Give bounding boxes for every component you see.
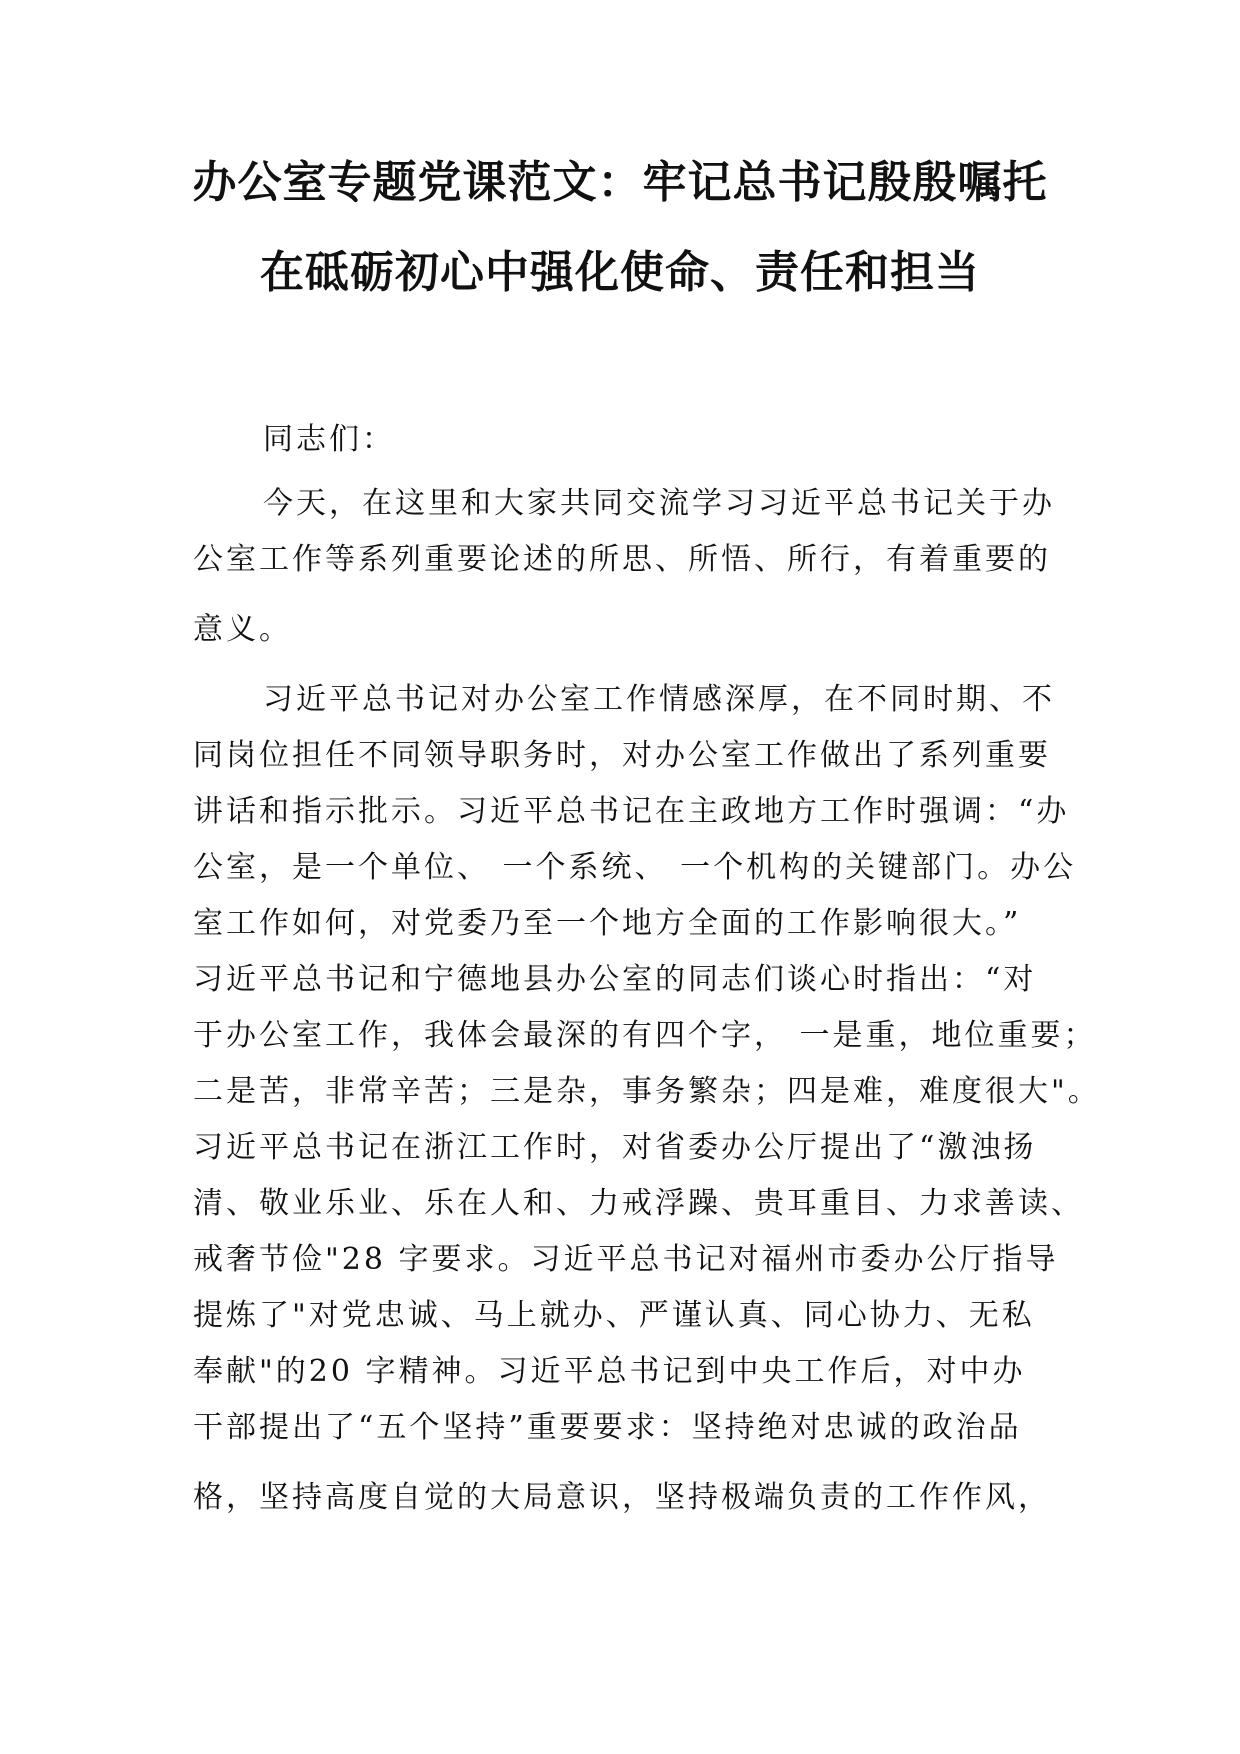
paragraph-line: 干部提出了“五个坚持”重要要求：坚持绝对忠诚的政治品 (193, 1410, 1022, 1445)
paragraph-line: 同岗位担任不同领导职务时，对办公室工作做出了系列重要 (193, 738, 1051, 773)
paragraph-line: 公室，是一个单位、 一个系统、 一个机构的关键部门。办公 (193, 850, 1077, 885)
paragraph-line: 习近平总书记和宁德地县办公室的同志们谈心时指出：“对 (193, 962, 1037, 997)
paragraph-line: 习近平总书记在浙江工作时，对省委办公厅提出了“激浊扬 (193, 1130, 1037, 1165)
paragraph-line: 讲话和指示批示。习近平总书记在主政地方工作时强调：“办 (193, 794, 1070, 829)
paragraph-1 (193, 476, 1053, 658)
paragraph-line: 奉献"的20 字精神。习近平总书记到中央工作后，对中办 (193, 1354, 1026, 1389)
paragraph-line: 清、敬业乐业、乐在人和、力戒浮躁、贵耳重目、力求善读、 (193, 1186, 1084, 1221)
paragraph-2 (193, 672, 1101, 1526)
paragraph-line: 二是苦，非常辛苦；三是杂，事务繁杂；四是难，难度很大"。 (193, 1074, 1101, 1109)
paragraph-line: 公室工作等系列重要论述的所思、所悟、所行，有着重要的 (193, 542, 1051, 577)
title-line-2: 在砥砺初心中强化使命、责任和担当 (260, 247, 980, 298)
document-title (150, 138, 1090, 318)
paragraph-line: 意义。 (193, 612, 292, 647)
paragraph-line: 格，坚持高度自觉的大局意识，坚持极端负责的工作作风， (193, 1480, 1051, 1515)
paragraph-line: 提炼了"对党忠诚、马上就办、严谨认真、同心协力、无私 (193, 1298, 1035, 1333)
paragraph-line: 今天，在这里和大家共同交流学习习近平总书记关于办 (263, 486, 1055, 521)
title-line-1: 办公室专题党课范文：牢记总书记殷殷嘱托 (192, 157, 1048, 208)
paragraph-line: 于办公室工作，我体会最深的有四个字， 一是重，地位重要； (193, 1018, 1097, 1053)
paragraph-line: 戒奢节俭"28 字要求。习近平总书记对福州市委办公厅指导 (193, 1242, 1059, 1277)
paragraph-line: 习近平总书记对办公室工作情感深厚，在不同时期、不 (263, 682, 1055, 717)
document-body (193, 412, 1101, 1526)
salutation-paragraph (193, 412, 1053, 468)
paragraph-line: 室工作如何，对党委乃至一个地方全面的工作影响很大。” (193, 906, 1022, 941)
salutation: 同志们： (263, 422, 395, 457)
